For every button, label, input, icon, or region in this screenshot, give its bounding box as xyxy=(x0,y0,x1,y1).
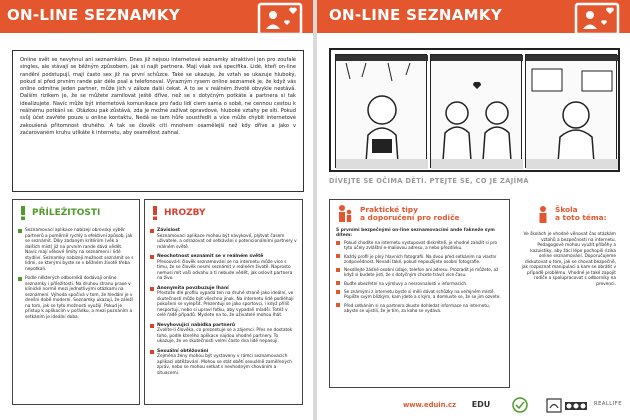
list-item: Podle některých odborníků dodávají online seznamky i příležitosti. Na druhou stranu praxe v klinické normě mezi jednotlivými otázkami na seznámení. Výhoda spočívá v tom, že hledání je v dnešní době moderní. Seznamky ukazují, že záleží na tom, jak se tyto možnosti využijí. Pokud je přístup k aplikacím v pořádku, a mezi poznáním a setkáním je ideální doba. xyxy=(18,276,134,320)
intro-text: Online svět se nevyhnul ani seznamkám. Dnes již nejsou internetové seznamky atraktivní jen pro zoufalé singles, ale stávají se běžným způsobem, jak si najít partnera. Mají však svá specifika. Lidé, kteří on-line randění podstupují, mají často sex již na první schůzce. Také se ukazuje, že vztah se ukazuje hluboký, pokud si před prvním rande pár déle psal a telefonoval. Výrazným rysem online seznamek je, že když vás online odmítne jeden partner, může jich v záloze další čekat. A to se v reálném životě obvykle nestává. Dalším rizikem je, že se můžete zamilovat ještě dříve, než se s dotyčným potkáte a partnera si tak idealizujete. Navíc může být internetová komunikace pro řadu lidí ciem sama o sobě, ne cennou cestou k reálnému potkání se. Otázkou pak zůstává, zda je možné zažívat opravdové, hluboké vztahy pe síti. Pokud svůj účet zavřete pouze u online kontaktu, Nedá se tam hůře soustředit a více může chybit internetové zakoušená přitomnost druhého. A tak se člověk cítí mnohem osamělejší než kdy dříve a jako v začarovaném kruhu utíkáte k internetu, aby osamělost zahnal. xyxy=(20,57,296,136)
bullet-icon xyxy=(150,287,154,291)
list-item: Nevyhovující nabídka partnerů Zvolíte-li člověka, co prezentuje se a zájemci. Přes ne dostatek toho, podle kterého aplikace najdou vhodné partnery. To ukazuje, že ve skutečnosti velmi často dva lidé nepasují. xyxy=(150,323,297,345)
pros-header xyxy=(13,200,139,226)
intro-box xyxy=(12,50,304,192)
tagline: DÍVEJTE SE OČIMA DĚTÍ. PTEJTE SE, CO JE ZAJÍMÁ xyxy=(329,177,529,185)
school-section xyxy=(514,199,620,388)
list-item: Buďte obezřetní na výmluvy a nesrovnalosti v informacích. xyxy=(336,281,503,286)
parents-icon xyxy=(336,204,354,224)
left-page xyxy=(0,0,313,420)
right-page xyxy=(317,0,630,420)
bullet-icon xyxy=(150,324,154,328)
comic-scene-3-icon xyxy=(526,55,618,169)
cons-header xyxy=(145,200,302,226)
list-item: Před setkáním si na partnera zkuste dohledat informace na internetu, abyste se ujistili, že je tím, za koho se vydává. xyxy=(336,303,503,314)
bullet-icon xyxy=(336,241,340,245)
comic-strip xyxy=(329,48,620,172)
exclamation-icon xyxy=(151,206,159,220)
bullet-icon xyxy=(336,254,340,258)
bullet-icon xyxy=(336,268,340,272)
comic-panel-2 xyxy=(430,54,522,168)
list-item: Neochotnost seznámit se v reálném světě Přesouvá-li člověk seznamování se na internetu může více s tímu, že se člověk nesmí seznámit v reálném životě. Naprosto nemusí mít vaši odvahu a ti nebude vědět, jak oslovit partnera na živo. xyxy=(150,254,297,282)
cons-card xyxy=(144,199,303,405)
list-item: Pokud chodíte na internetu vystupovat diskrétně, je vhodné založit si pro tyto účely zvláštní e-mailovou adresu, a nebo přezdívku. xyxy=(336,240,503,251)
reallife-logo: REALLIFE xyxy=(593,401,622,407)
comic-scene-2-icon xyxy=(431,55,523,169)
creative-commons-icon xyxy=(565,402,587,410)
list-item: Každý profil je plný hlavních fotografií. Na dvou před setkáním na vlastní zodpovědnost. Nevadí také, pokud nepoužijete osobní fotografie. xyxy=(336,254,503,265)
cons-list xyxy=(150,228,297,376)
bullet-icon xyxy=(150,350,154,354)
foundation-logo-icon xyxy=(505,396,535,416)
exclamation-icon xyxy=(19,206,27,220)
footer xyxy=(317,392,630,420)
list-item: Se známými z internetu byste si měli dávat schůzky na veřejném místě. Popište svým blízkým, kam jdete a s kým, a domluvte se, že se jim ozvete. xyxy=(336,289,503,300)
edu-logo: EDU xyxy=(471,400,491,409)
list-item: Anonymita povzbuzuje lhaní Přestože dle profilu vypadá ten na druhé straně jako ideální, ve skutečnosti může být všechno jinak. Na internetu lidé podléhají pokušení se vylepšit. Prezentují se jako sportovci, i když příliš nesportují, nebo si upraví fotku, aby vypadali mladší. Totéž v celé řadě případů. Myslete na to, že uživatelé mohou lhát. xyxy=(150,286,297,319)
left-banner xyxy=(0,0,313,33)
tips-header xyxy=(330,200,509,228)
bullet-icon xyxy=(336,281,340,285)
bullet-icon xyxy=(150,229,154,233)
tips-subtitle: S prvními bezpečnými on-line seznamovacími ande fakneže sym dítem: xyxy=(336,228,495,238)
list-item: Závislost Seznamovací aplikace mohou být návykové, plýtvat časem uživatele, a odrazovat od setkávání s potencionálními partnery v reálném světě. xyxy=(150,228,297,250)
dating-app-icon xyxy=(570,2,624,46)
right-title: ON-LINE SEZNAMKY xyxy=(329,6,502,24)
bullet-icon xyxy=(336,303,340,307)
comic-panel-1 xyxy=(335,54,427,168)
school-title: Škola a toto téma: xyxy=(555,204,607,222)
dating-app-icon xyxy=(253,2,307,46)
school-text: Ve školách je vhodné věnovat čas otázkám vztahů a bezpečnosti na internetu. Pedagogové mohou využít příběhy a kazuistiky, aby žáci lépe pochopili rizika online seznamování. Doporučujeme diskutovat o tom, jak se chovat bezpečně, jak rozpoznat manipulaci a kam se obrátit v případě problému. Vhodné je také zapojit rodiče a spolupracovat s odborníky na prevenci. xyxy=(521,232,616,287)
list-item: Nesdílejte žádné osobní údaje, telefon ani adresu. Prozradit je můžete, až když si budete jistí, že s dotyčným chcete trávit více času. xyxy=(336,267,503,278)
footer-url[interactable]: www.eduin.cz xyxy=(403,401,457,409)
left-title: ON-LINE SEZNAMKY xyxy=(7,6,180,24)
pros-title: PŘÍLEŽITOSTI xyxy=(32,208,101,218)
teacher-icon xyxy=(536,205,550,223)
school-header xyxy=(514,199,620,229)
cons-title: HROZBY xyxy=(164,208,206,218)
bullet-icon xyxy=(150,255,154,259)
pros-card xyxy=(12,199,140,405)
bullet-icon xyxy=(18,277,22,281)
comic-scene-1-icon xyxy=(336,55,428,169)
tips-list xyxy=(330,240,509,313)
bullet-icon xyxy=(336,290,340,294)
right-banner xyxy=(317,0,630,33)
comic-panel-3 xyxy=(525,54,617,168)
list-item: Seznamovací aplikace nabízejí obrovský výběr partnerů a poměrně rychlý a efektivní způsob, jak se seznámit. Díky zadaným kritériím (věk a dalších míst) již na prvním rande dává vědět. Navíc mají věkové limity na seznámení i lidé stydliví. Seznamky nabízejí možnost seznámit se s lidmi, se kterými byste se v běžném životě třeba nepotkali. xyxy=(18,228,134,272)
tips-card xyxy=(329,199,510,388)
list-item: Sexuální obtěžování Zejména ženy mohou být vystaveny v rámci seznamovacích aplikací obtěžování. Mohou se stát obětí sexuálně zaměřených zpráv, nebo se mohou setkat s nevhodným chováním a situacemi. xyxy=(150,349,297,377)
tips-title: Praktické tipy a doporučení pro rodiče xyxy=(360,204,460,222)
pros-list xyxy=(18,228,134,320)
bullet-icon xyxy=(18,229,22,233)
